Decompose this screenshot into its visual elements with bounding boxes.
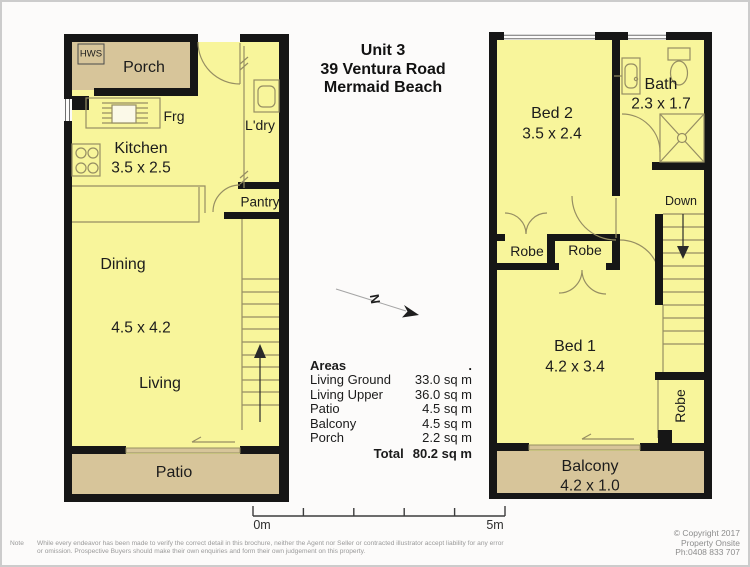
copyright-line: © Copyright 2017 bbox=[673, 528, 740, 538]
bed1-dims-label: 4.2 x 3.4 bbox=[545, 358, 605, 376]
laundry-label: L'dry bbox=[245, 117, 275, 133]
living-label: Living bbox=[139, 375, 181, 392]
fridge-label: Frg bbox=[163, 108, 185, 124]
kitchen-label: Kitchen bbox=[114, 140, 168, 157]
areas-row bbox=[310, 431, 472, 446]
bedroom-bath-windows bbox=[504, 35, 666, 39]
area-label: Balcony bbox=[310, 415, 357, 431]
note-text: While every endeavor has been made to verify the correct detail in this brochure, neither the Agent nor Seller or contracted illustrator accept liability for any error or omission. Prospective Buyers should make their own enquiries and form their own judgement on this property. bbox=[37, 540, 504, 555]
areas-heading-dot: . bbox=[468, 358, 472, 373]
kitchen-dims-label: 3.5 x 2.5 bbox=[111, 159, 171, 177]
copyright-line: Ph:0408 833 707 bbox=[675, 547, 740, 558]
kitchen-window bbox=[66, 99, 70, 121]
patio-label: Patio bbox=[155, 464, 193, 481]
balcony-dims-label: 4.2 x 1.0 bbox=[560, 477, 620, 495]
dining-dims-label: 4.5 x 4.2 bbox=[111, 319, 171, 337]
area-label: Living Ground bbox=[310, 372, 391, 387]
areas-row bbox=[310, 373, 472, 388]
title-suburb: Mermaid Beach bbox=[323, 79, 443, 96]
areas-row bbox=[310, 417, 472, 432]
area-label: Living Upper bbox=[310, 386, 383, 402]
hws-label: HWS bbox=[79, 48, 103, 60]
down-label: Down bbox=[665, 193, 697, 208]
scale-start-label: 0m bbox=[253, 518, 271, 532]
area-value: 33.0 sq m bbox=[414, 372, 472, 387]
bath-dims-label: 2.3 x 1.7 bbox=[631, 95, 691, 113]
area-value: 4.5 sq m bbox=[422, 415, 472, 431]
robe-side-label: Robe bbox=[672, 389, 688, 423]
total-label: Total bbox=[373, 446, 404, 461]
scale-bar bbox=[253, 506, 505, 516]
north-letter: N bbox=[366, 293, 384, 305]
area-label: Porch bbox=[310, 430, 344, 445]
area-value: 2.2 sq m bbox=[422, 430, 472, 445]
total-value: 80.2 sq m bbox=[412, 446, 472, 461]
areas-row bbox=[310, 402, 472, 417]
copyright-line: Property Onsite bbox=[680, 537, 740, 548]
bed2-label: Bed 2 bbox=[531, 105, 573, 122]
north-arrowhead bbox=[402, 305, 419, 318]
area-value: 4.5 sq m bbox=[422, 401, 472, 416]
pantry-label: Pantry bbox=[240, 194, 280, 210]
robe-right-label: Robe bbox=[568, 242, 602, 258]
title-street: 39 Ventura Road bbox=[320, 61, 446, 78]
areas-heading: Areas bbox=[310, 358, 347, 373]
bath-label: Bath bbox=[644, 76, 678, 93]
balcony-label: Balcony bbox=[561, 458, 619, 475]
bed2-dims-label: 3.5 x 2.4 bbox=[522, 125, 582, 143]
porch-label: Porch bbox=[123, 59, 165, 76]
robe-left-label: Robe bbox=[510, 243, 544, 259]
bed1-label: Bed 1 bbox=[554, 338, 596, 355]
area-label: Patio bbox=[310, 401, 340, 416]
areas-heading-row bbox=[310, 358, 472, 373]
areas-total-row bbox=[310, 446, 472, 461]
area-value: 36.0 sq m bbox=[414, 386, 472, 402]
title-unit: Unit 3 bbox=[360, 42, 406, 59]
areas-table bbox=[310, 358, 472, 461]
copyright-block bbox=[638, 529, 740, 558]
scale-end-label: 5m bbox=[486, 518, 504, 532]
areas-row bbox=[310, 388, 472, 403]
note-label: Note bbox=[10, 540, 24, 547]
dining-label: Dining bbox=[100, 256, 146, 273]
ground-floor-plan bbox=[64, 34, 289, 502]
